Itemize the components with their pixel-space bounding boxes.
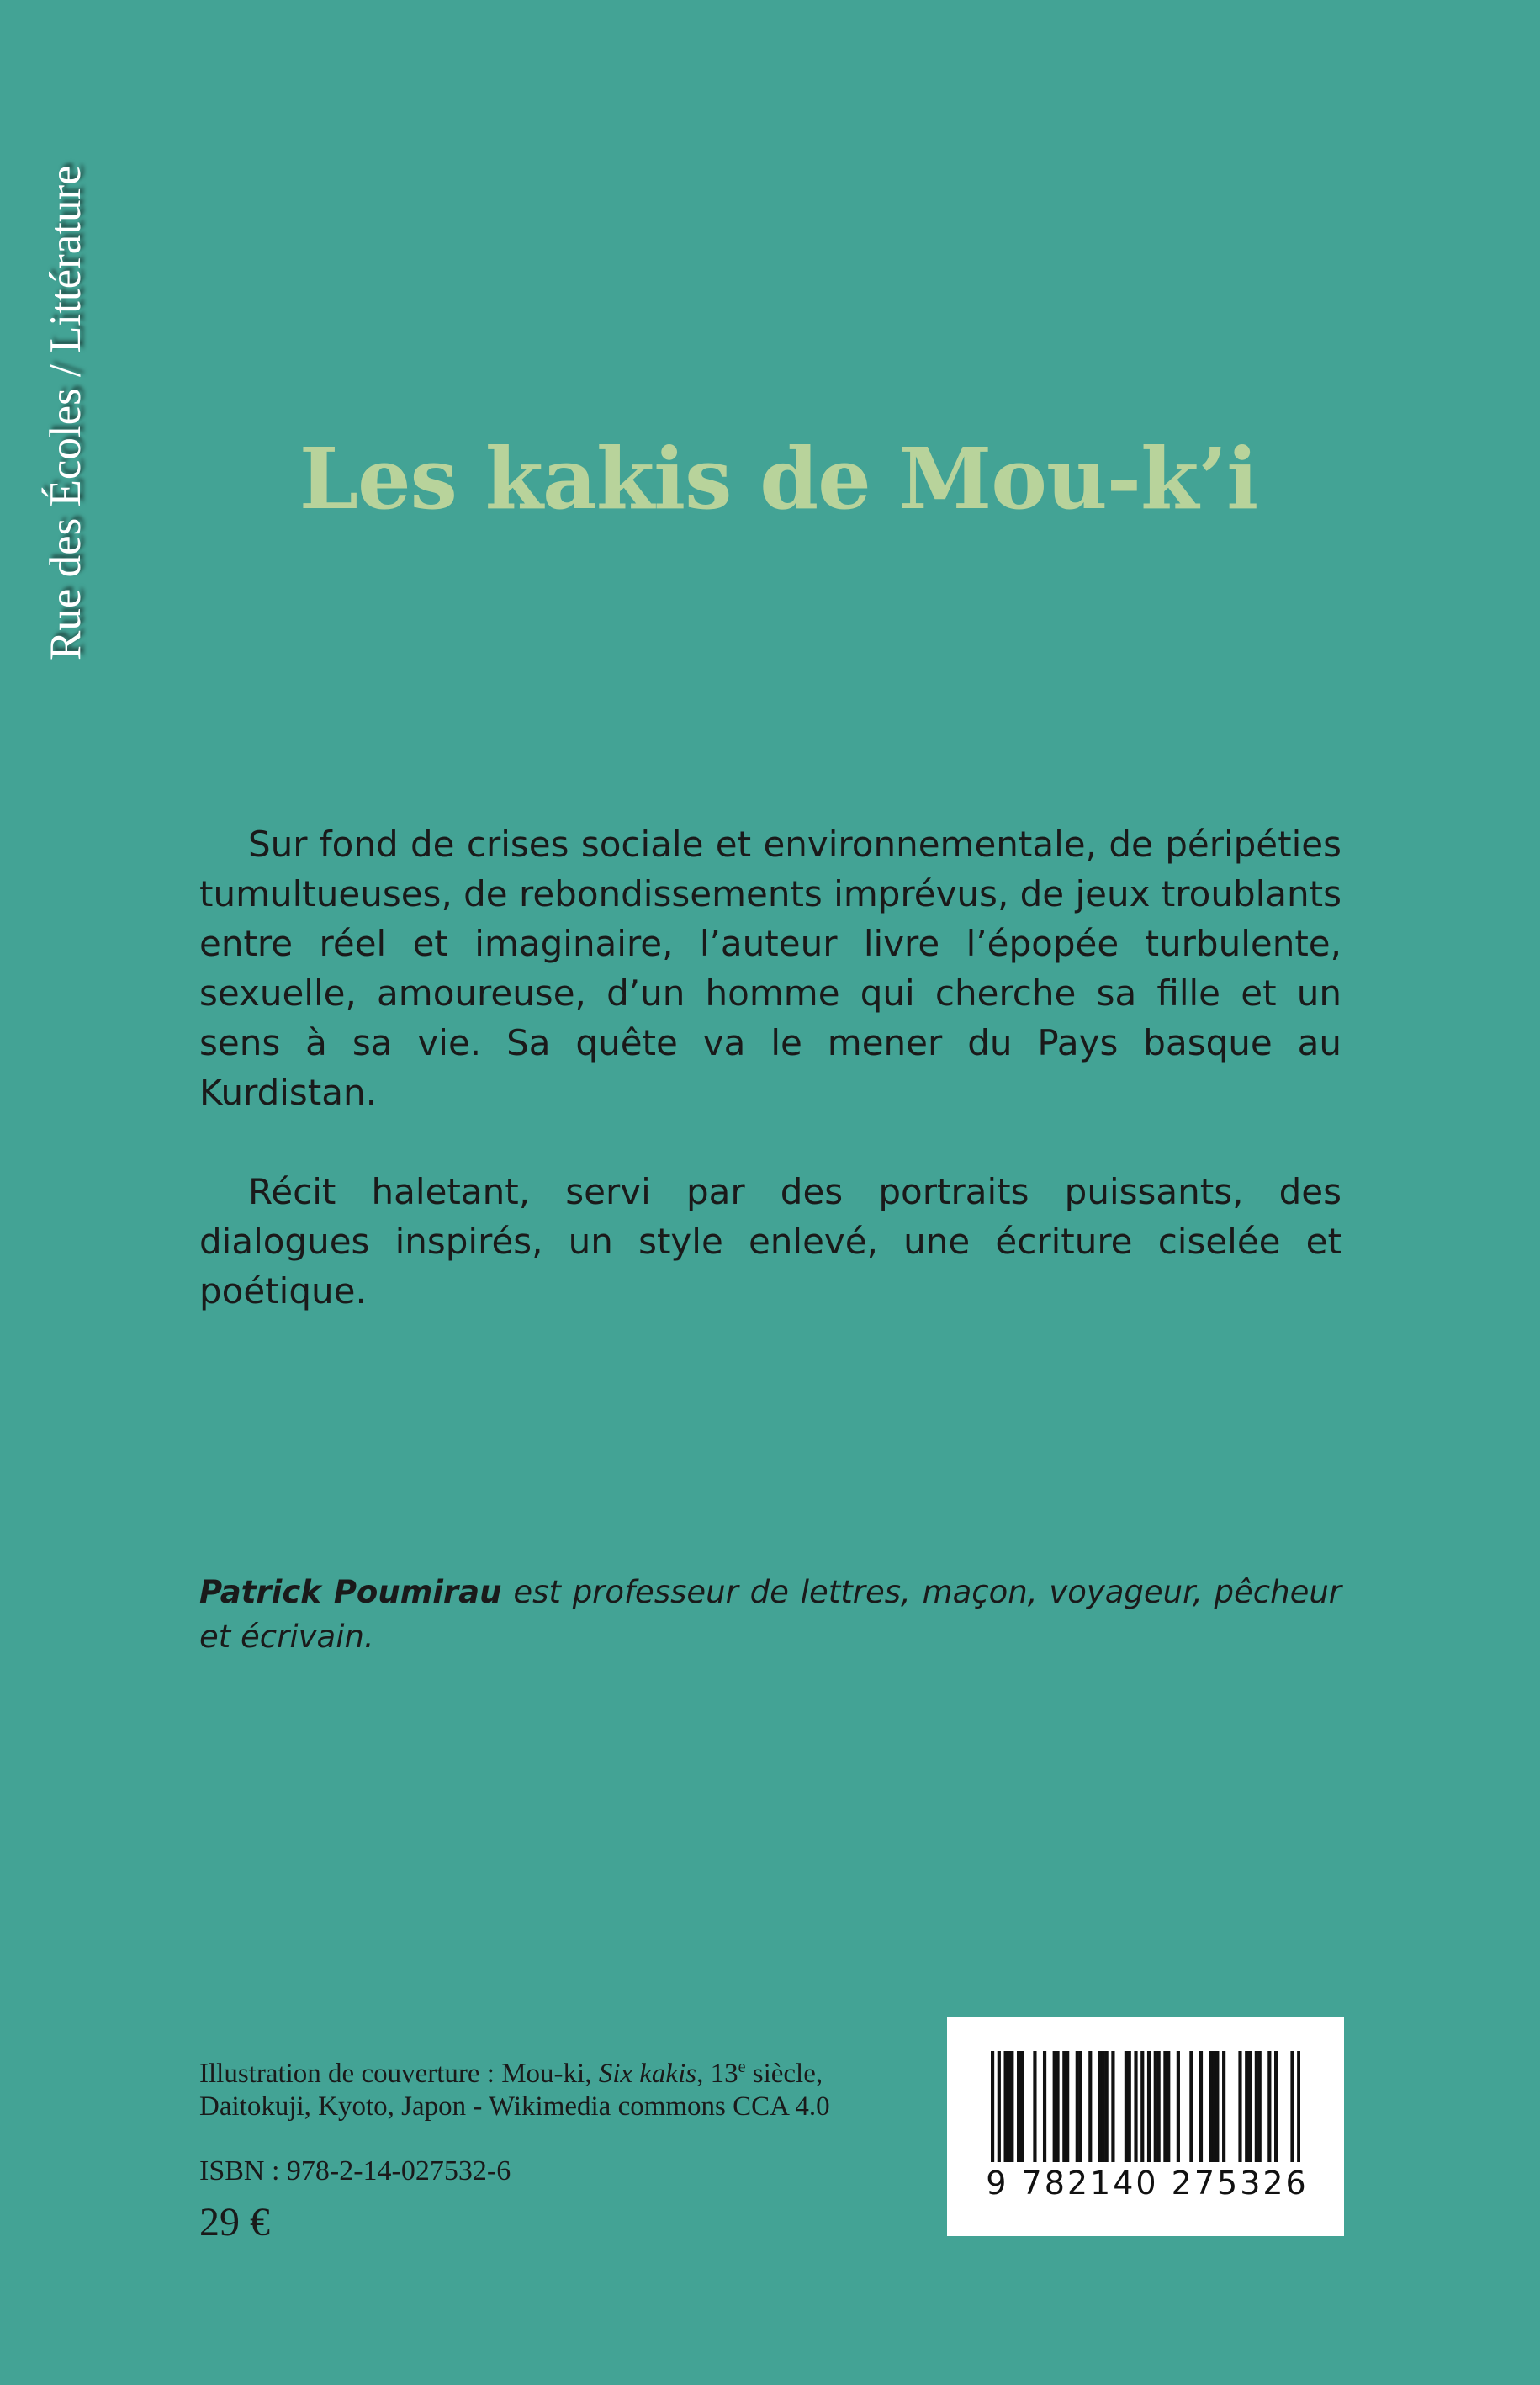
barcode-bar [1167, 2051, 1170, 2162]
barcode-bar [1245, 2051, 1248, 2162]
barcode-bar [1255, 2051, 1258, 2162]
barcode-bar [1209, 2051, 1213, 2162]
barcode-bar [1125, 2051, 1128, 2162]
barcode-bar [1088, 2051, 1092, 2162]
barcode-bar [1163, 2051, 1167, 2162]
barcode-bar [1010, 2051, 1013, 2162]
barcode-bar [1053, 2051, 1056, 2162]
barcode-digits: 9 782140 275326 [986, 2165, 1309, 2202]
barcode-bar [1033, 2051, 1036, 2162]
barcode-bar [1098, 2051, 1102, 2162]
barcode-bar [1043, 2051, 1046, 2162]
barcode-bar [1056, 2051, 1059, 2162]
barcode-bar [1066, 2051, 1069, 2162]
barcode-bar [1079, 2051, 1082, 2162]
barcode-bar [1003, 2051, 1007, 2162]
barcode-bar [1199, 2051, 1203, 2162]
author-bio-text: est professeur de lettres, maçon, voyageur, pêcheur et écrivain. [199, 1574, 1342, 1655]
barcode-bar [991, 2051, 994, 2162]
barcode-bar [1140, 2051, 1144, 2162]
barcode-bar [1062, 2051, 1066, 2162]
barcode-bar [1134, 2051, 1137, 2162]
barcode-bar [1290, 2051, 1294, 2162]
blurb-paragraph: Récit haletant, servi par des portraits puissants, des dialogues inspirés, un style enlevé, une écriture ciselée et poétique. [199, 1171, 1342, 1312]
barcode-bar [1105, 2051, 1109, 2162]
illustration-credit: Illustration de couverture : Mou-ki, Six kakis, 13e siècle, Daitokuji, Kyoto, Japon - Wikimedia commons CCA 4.0 [199, 2058, 830, 2122]
isbn: ISBN : 978-2-14-027532-6 [199, 2155, 511, 2186]
author-bio [199, 1570, 1342, 1659]
barcode-bar [1157, 2051, 1161, 2162]
blurb-paragraph: Sur fond de crises sociale et environnementale, de péripéties tumultueuses, de rebondissements imprévus, de jeux troublants entre réel et imaginaire, l’auteur livre l’épopée turbulente, sexuelle, amoureuse, d’un homme qui cherche sa fille et un sens à sa vie. Sa quête va le mener du Pays basque au Kurdistan. [199, 824, 1342, 1113]
barcode-bar [1177, 2051, 1180, 2162]
barcode-bar [1267, 2051, 1271, 2162]
barcode-bar [1215, 2051, 1219, 2162]
series-name: Rue des Écoles / Littérature [41, 165, 90, 660]
barcode-bar [1102, 2051, 1105, 2162]
author-name: Patrick Poumirau [199, 1574, 502, 1610]
barcode [947, 2017, 1344, 2236]
barcode-bars [991, 2051, 1300, 2162]
barcode-bar [1212, 2051, 1215, 2162]
price: 29 € [199, 2200, 270, 2245]
barcode-bar [1154, 2051, 1157, 2162]
barcode-bar [1189, 2051, 1193, 2162]
barcode-bar [1111, 2051, 1114, 2162]
barcode-bar [1258, 2051, 1262, 2162]
barcode-bar [1076, 2051, 1079, 2162]
barcode-bar [1020, 2051, 1024, 2162]
barcode-bar [1128, 2051, 1131, 2162]
artwork-title: Six kakis [598, 2059, 697, 2089]
barcode-bar [1248, 2051, 1252, 2162]
barcode-bar [1238, 2051, 1241, 2162]
book-blurb [199, 819, 1342, 1365]
barcode-bar [998, 2051, 1001, 2162]
barcode-bar [1274, 2051, 1278, 2162]
book-title: Les kakis de Mou-k’i [299, 429, 1258, 528]
barcode-bar [1007, 2051, 1010, 2162]
barcode-bar [1222, 2051, 1225, 2162]
barcode-bar [1147, 2051, 1151, 2162]
barcode-bar [1017, 2051, 1020, 2162]
barcode-bar [1297, 2051, 1300, 2162]
